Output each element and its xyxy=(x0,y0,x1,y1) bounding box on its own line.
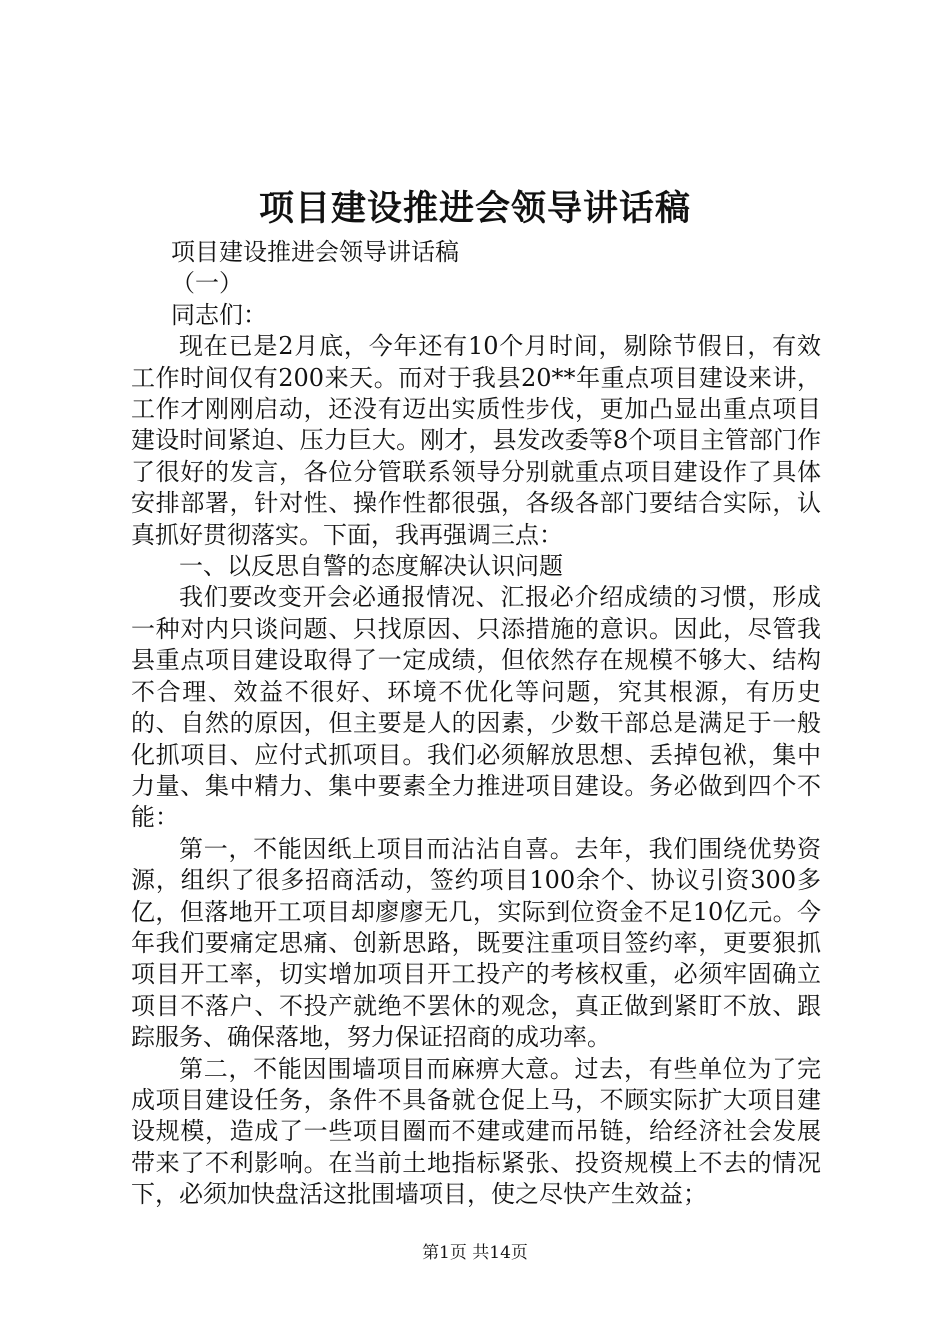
document-title: 项目建设推进会领导讲话稿 xyxy=(258,188,691,229)
paragraph-section-1: 我们要改变开会必通报情况、汇报必介绍成绩的习惯，形成一种对内只谈问题、只找原因、只添措施的意识。因此，尽管我县重点项目建设取得了一定成绩，但依然存在规模不够大、结构不合理、效益不很好、环境不优化等问题，究其根源，有历史的、自然的原因，但主要是人的因素，少数干部总是满足于一般化抓项目、应付式抓项目。我们必须解放思想、丢掉包袱，集中力量、集中精力、集中要素全力推进项目建设。务必做到四个不能： xyxy=(131,583,821,832)
document-body xyxy=(131,237,821,1211)
paragraph-intro: 现在已是2月底，今年还有10个月时间，剔除节假日，有效工作时间仅有200来天。而对于我县20**年重点项目建设来讲，工作才刚刚启动，还没有迈出实质性步伐，更加凸显出重点项目建设时间紧迫、压力巨大。刚才，县发改委等8个项目主管部门作了很好的发言，各位分管联系领导分别就重点项目建设作了具体安排部署，针对性、操作性都很强，各级各部门要结合实际，认真抓好贯彻落实。下面，我再强调三点： xyxy=(131,332,821,549)
page-number-footer: 第1页 共14页 xyxy=(422,1243,528,1263)
salutation: 同志们： xyxy=(171,300,267,329)
section-heading-1: 一、以反思自警的态度解决认识问题 xyxy=(179,552,563,581)
subtitle-line: 项目建设推进会领导讲话稿 xyxy=(171,238,459,266)
part-marker: （一） xyxy=(171,269,243,298)
paragraph-point-2: 第二，不能因围墙项目而麻痹大意。过去，有些单位为了完成项目建设任务，条件不具备就仓促上马，不顾实际扩大项目建设规模，造成了一些项目圈而不建或建而吊链，给经济社会发展带来了不利影响。在当前土地指标紧张、投资规模上不去的情况下，必须加快盘活这批围墙项目，使之尽快产生效益； xyxy=(131,1054,821,1209)
paragraph-point-1: 第一，不能因纸上项目而沾沾自喜。去年，我们围绕优势资源，组织了很多招商活动，签约项目100余个、协议引资300多亿，但落地开工项目却廖廖无几，实际到位资金不足10亿元。今年我们要痛定思痛、创新思路，既要注重项目签约率，更要狠抓项目开工率，切实增加项目开工投产的考核权重，必须牢固确立项目不落户、不投产就绝不罢休的观念，真正做到紧盯不放、跟踪服务、确保落地，努力保证招商的成功率。 xyxy=(131,834,821,1052)
